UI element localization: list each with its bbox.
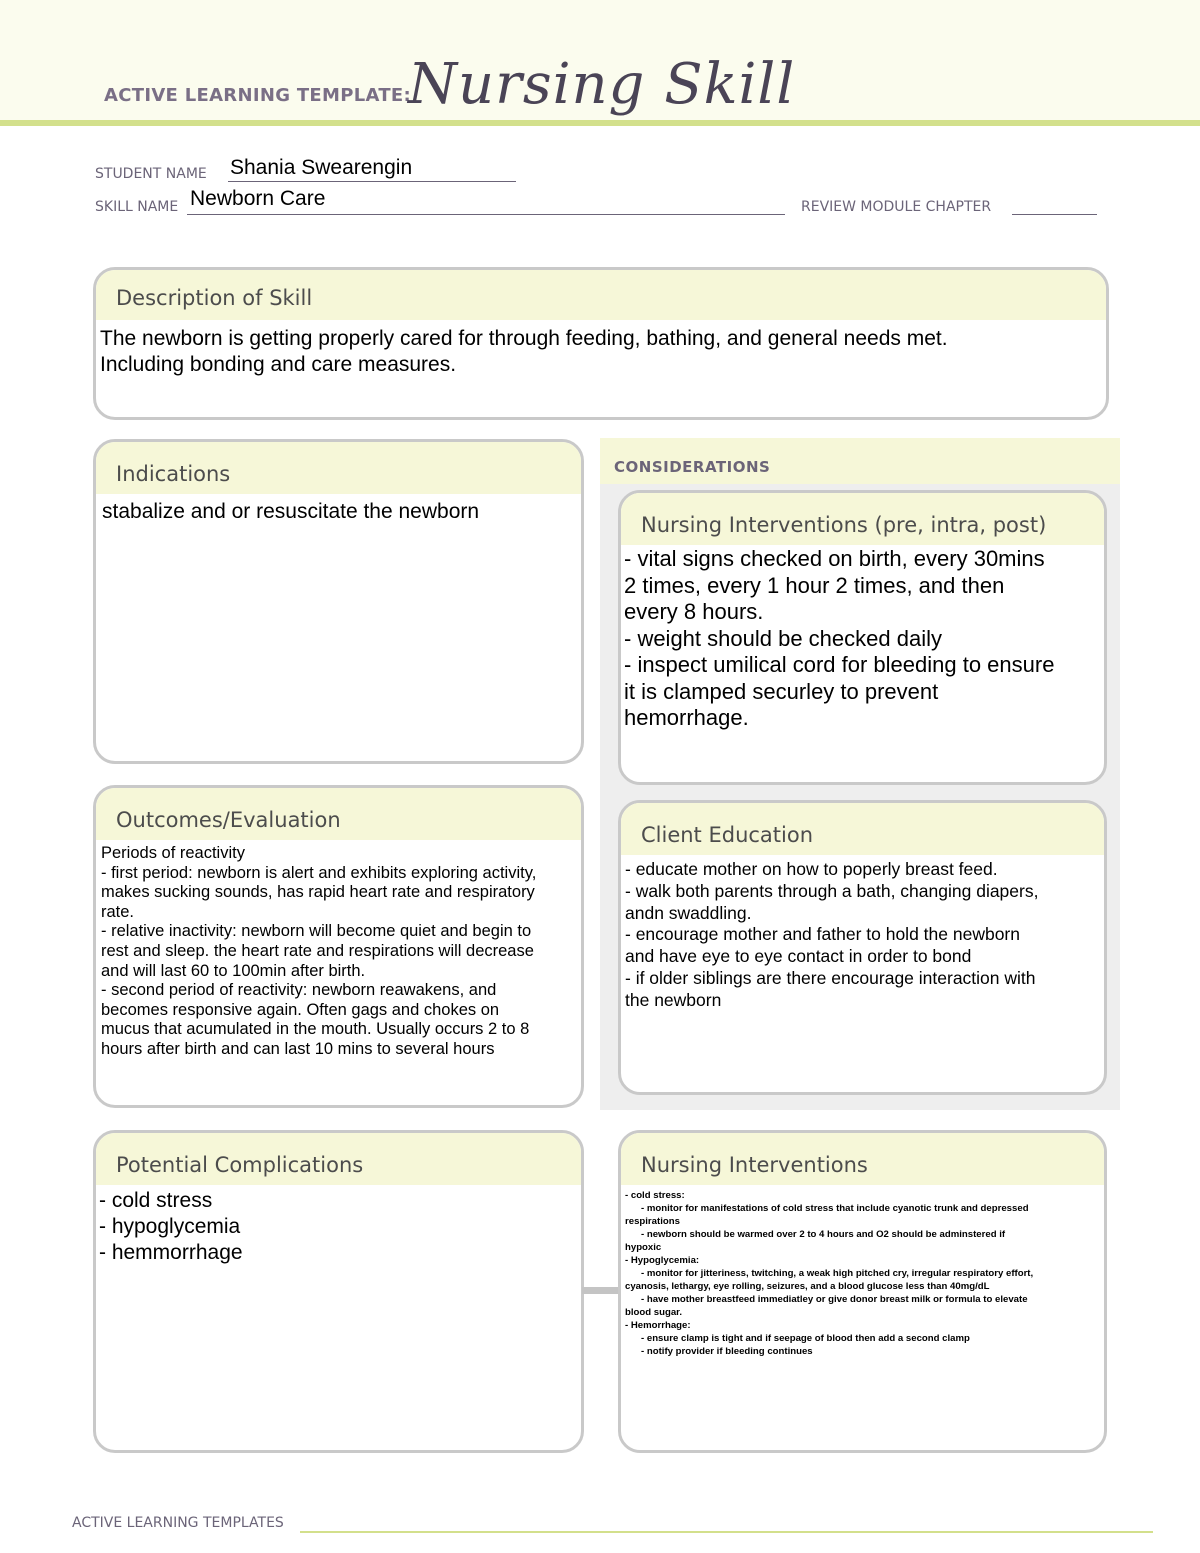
outcomes-title: Outcomes/Evaluation: [96, 788, 581, 840]
intervention-line: - monitor for manifestations of cold stress that include cyanotic trunk and depressed: [641, 1203, 1029, 1214]
intervention-line: - notify provider if bleeding continues: [641, 1346, 813, 1357]
nursing-interventions-title: Nursing Interventions: [621, 1133, 1104, 1185]
intervention-line: - ensure clamp is tight and if seepage of blood then add a second clamp: [641, 1333, 970, 1344]
review-module-label: REVIEW MODULE CHAPTER: [801, 199, 992, 215]
description-text[interactable]: The newborn is getting properly cared for through feeding, bathing, and general needs met. Including bonding and care measures.: [100, 327, 948, 376]
intervention-line: - cold stress:: [625, 1190, 685, 1201]
considerations-title: CONSIDERATIONS: [614, 458, 771, 476]
intervention-line: - have mother breastfeed immediatley or give donor breast milk or formula to elevate: [641, 1294, 1028, 1305]
indications-text[interactable]: stabalize and or resuscitate the newborn: [102, 500, 480, 523]
footer-label: ACTIVE LEARNING TEMPLATES: [72, 1515, 284, 1531]
outcomes-text[interactable]: Periods of reactivity - first period: newborn is alert and exhibits exploring activity, makes sucking sounds, has rapid heart rate and respiratory rate. - relative inactivity: newborn will become quiet and begin to rest and sleep. the heart rate and respirations will decrease and will last 60 to 100min after birth. - second period of reactivity: newborn reawakens, and becomes responsive again. Often gags and chokes on mucus that acumulated in the mouth. Usually occurs 2 to 8 hours after birth and can last 10 mins to several hours: [101, 844, 537, 1058]
nursing-interventions-text[interactable]: [621, 1185, 1104, 1358]
intervention-line: - monitor for jitteriness, twitching, a weak high pitched cry, irregular respiratory effort,: [641, 1268, 1034, 1279]
page-title: Nursing Skill: [408, 52, 796, 117]
intervention-line: respirations: [625, 1216, 680, 1227]
footer-rule: [300, 1531, 1153, 1533]
potential-complications-section: [93, 1130, 584, 1453]
client-education-text[interactable]: - educate mother on how to poperly breast feed. - walk both parents through a bath, changing diapers, andn swaddling. - encourage mother and father to hold the newborn and have eye to eye contact in order to bond - if older siblings are there encourage interaction with the newborn: [625, 859, 1039, 1010]
potential-complications-title: Potential Complications: [96, 1133, 581, 1185]
client-education-section: [618, 800, 1107, 1095]
client-education-title: Client Education: [621, 803, 1104, 855]
nursing-interventions-pip-title: Nursing Interventions (pre, intra, post): [621, 493, 1104, 545]
description-title: Description of Skill: [96, 270, 1106, 320]
outcomes-section: [93, 785, 584, 1108]
section-connector: [582, 1287, 620, 1294]
indications-title: Indications: [96, 442, 581, 494]
skill-name-label: SKILL NAME: [95, 199, 179, 215]
review-module-field[interactable]: [1012, 214, 1097, 215]
intervention-line: - Hypoglycemia:: [625, 1255, 700, 1266]
nursing-interventions-section: [618, 1130, 1107, 1453]
nursing-interventions-pip-text[interactable]: - vital signs checked on birth, every 30mins 2 times, every 1 hour 2 times, and then every 8 hours. - weight should be checked daily - inspect umilical cord for bleeding to ensure it is clamped securley to prevent hemorrhage.: [624, 546, 1055, 730]
potential-complications-text[interactable]: - cold stress - hypoglycemia - hemmorrhage: [99, 1189, 243, 1264]
intervention-line: hypoxic: [625, 1242, 662, 1253]
template-label: ACTIVE LEARNING TEMPLATE:: [104, 85, 411, 106]
header-rule: [0, 120, 1200, 126]
intervention-line: cyanosis, lethargy, eye rolling, seizures, and a blood glucose less than 40mg/dL: [625, 1281, 990, 1292]
student-name-line: [228, 181, 516, 182]
intervention-line: - newborn should be warmed over 2 to 4 hours and O2 should be adminstered if: [641, 1229, 1006, 1240]
student-name-field[interactable]: Shania Swearengin: [230, 156, 413, 179]
nursing-interventions-pip-section: [618, 490, 1107, 785]
skill-name-line: [187, 214, 785, 215]
intervention-line: blood sugar.: [625, 1307, 683, 1318]
description-section: [93, 267, 1109, 420]
indications-section: [93, 439, 584, 764]
skill-name-field[interactable]: Newborn Care: [190, 187, 326, 210]
intervention-line: - Hemorrhage:: [625, 1320, 691, 1331]
student-name-label: STUDENT NAME: [95, 166, 207, 182]
